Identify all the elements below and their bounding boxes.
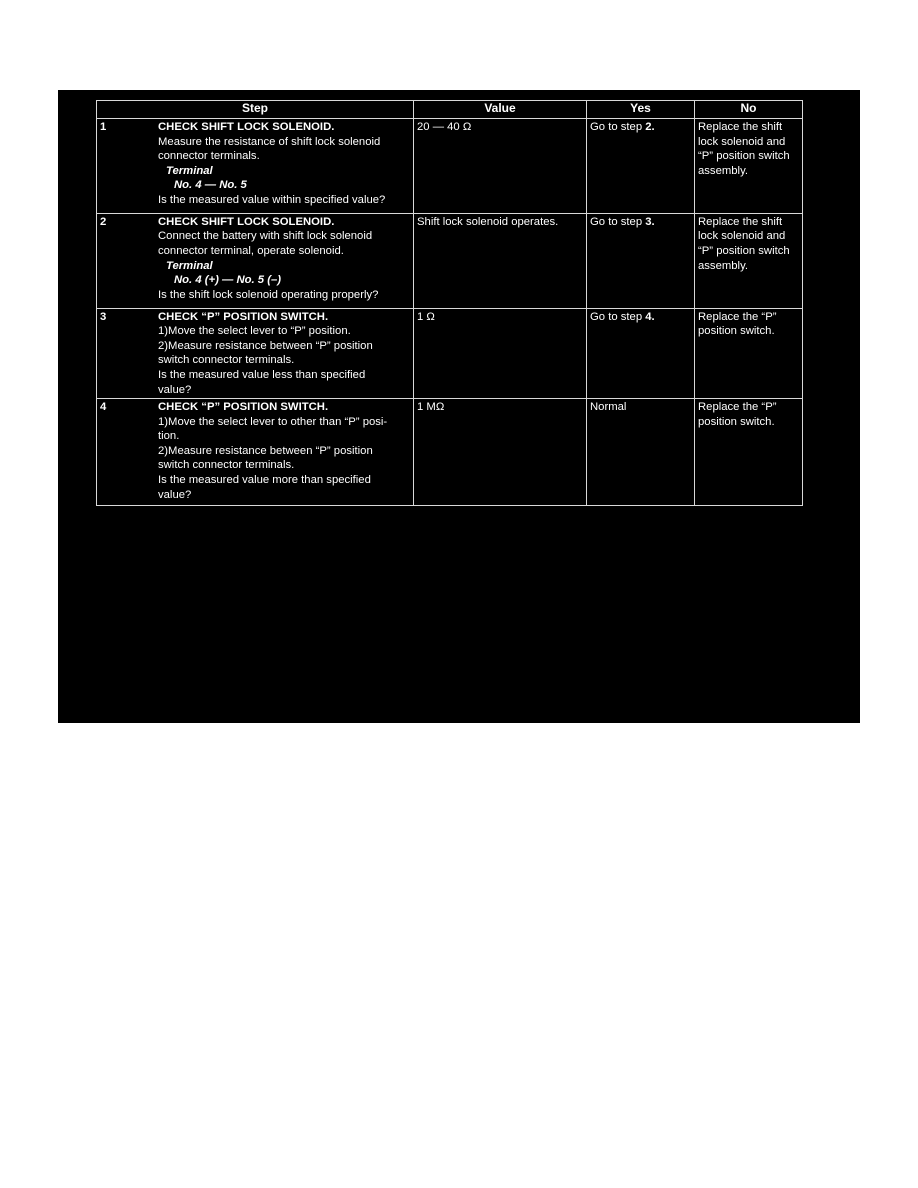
diagnostic-table	[96, 100, 803, 506]
step-text: Measure the resistance of shift lock solenoid	[158, 135, 381, 148]
no-cell: Replace the “P” position switch.	[695, 308, 803, 398]
step-text: Connect the battery with shift lock solenoid	[158, 230, 373, 243]
step-text: 1)Move the select lever to other than “P” posi-	[158, 415, 388, 428]
yes-step-ref: 4.	[645, 310, 655, 323]
step-number: 3	[100, 310, 107, 323]
value-cell: 1 MΩ	[414, 399, 587, 506]
value-cell: 1 Ω	[414, 308, 587, 398]
table-row	[97, 308, 803, 398]
terminal-label: Terminal	[166, 164, 213, 177]
header-yes: Yes	[587, 101, 695, 119]
step-question: Is the measured value within specified value?	[158, 193, 386, 206]
step-cell	[97, 119, 414, 214]
step-cell	[97, 399, 414, 506]
yes-step-ref: 3.	[645, 215, 655, 228]
header-step: Step	[97, 101, 414, 119]
step-question: Is the measured value more than specified	[158, 473, 371, 486]
step-number: 1	[100, 121, 107, 133]
yes-cell	[587, 213, 695, 308]
step-question: Is the shift lock solenoid operating properly?	[158, 288, 379, 301]
header-no: No	[695, 101, 803, 119]
yes-cell	[587, 308, 695, 398]
value-cell: Shift lock solenoid operates.	[414, 213, 587, 308]
step-text: connector terminals.	[158, 150, 260, 163]
terminal-value: No. 4 — No. 5	[174, 179, 247, 192]
step-text: 2)Measure resistance between “P” position	[158, 444, 373, 457]
step-question: value?	[158, 383, 192, 396]
table-header-row	[97, 101, 803, 119]
step-text: 1)Move the select lever to “P” position.	[158, 325, 351, 338]
no-cell: Replace the shift lock solenoid and “P” position switch assembly.	[695, 119, 803, 214]
table-row	[97, 399, 803, 506]
yes-cell	[587, 399, 695, 506]
step-text: switch connector terminals.	[158, 459, 295, 472]
step-title: CHECK “P” POSITION SWITCH.	[158, 401, 329, 414]
step-text: connector terminal, operate solenoid.	[158, 245, 344, 258]
step-question: Is the measured value less than specified	[158, 369, 366, 382]
step-number: 4	[100, 401, 107, 414]
step-question: value?	[158, 488, 192, 501]
step-text: tion.	[158, 430, 180, 443]
step-text: switch connector terminals.	[158, 354, 295, 367]
dark-panel	[58, 90, 860, 723]
step-title: CHECK SHIFT LOCK SOLENOID.	[158, 215, 335, 228]
step-title: CHECK SHIFT LOCK SOLENOID.	[158, 121, 335, 133]
terminal-value: No. 4 (+) — No. 5 (–)	[174, 274, 282, 287]
table-row	[97, 119, 803, 214]
no-cell: Replace the shift lock solenoid and “P” position switch assembly.	[695, 213, 803, 308]
value-cell: 20 — 40 Ω	[414, 119, 587, 214]
yes-text: Go to step	[590, 310, 646, 323]
yes-text: Normal	[590, 401, 627, 414]
yes-text: Go to step	[590, 121, 646, 133]
yes-text: Go to step	[590, 215, 646, 228]
step-number: 2	[100, 215, 107, 228]
step-cell	[97, 213, 414, 308]
step-text: 2)Measure resistance between “P” position	[158, 339, 373, 352]
table-row	[97, 213, 803, 308]
yes-cell	[587, 119, 695, 214]
header-value: Value	[414, 101, 587, 119]
no-cell: Replace the “P” position switch.	[695, 399, 803, 506]
step-title: CHECK “P” POSITION SWITCH.	[158, 310, 329, 323]
yes-step-ref: 2.	[645, 121, 655, 133]
terminal-label: Terminal	[166, 259, 213, 272]
step-cell	[97, 308, 414, 398]
